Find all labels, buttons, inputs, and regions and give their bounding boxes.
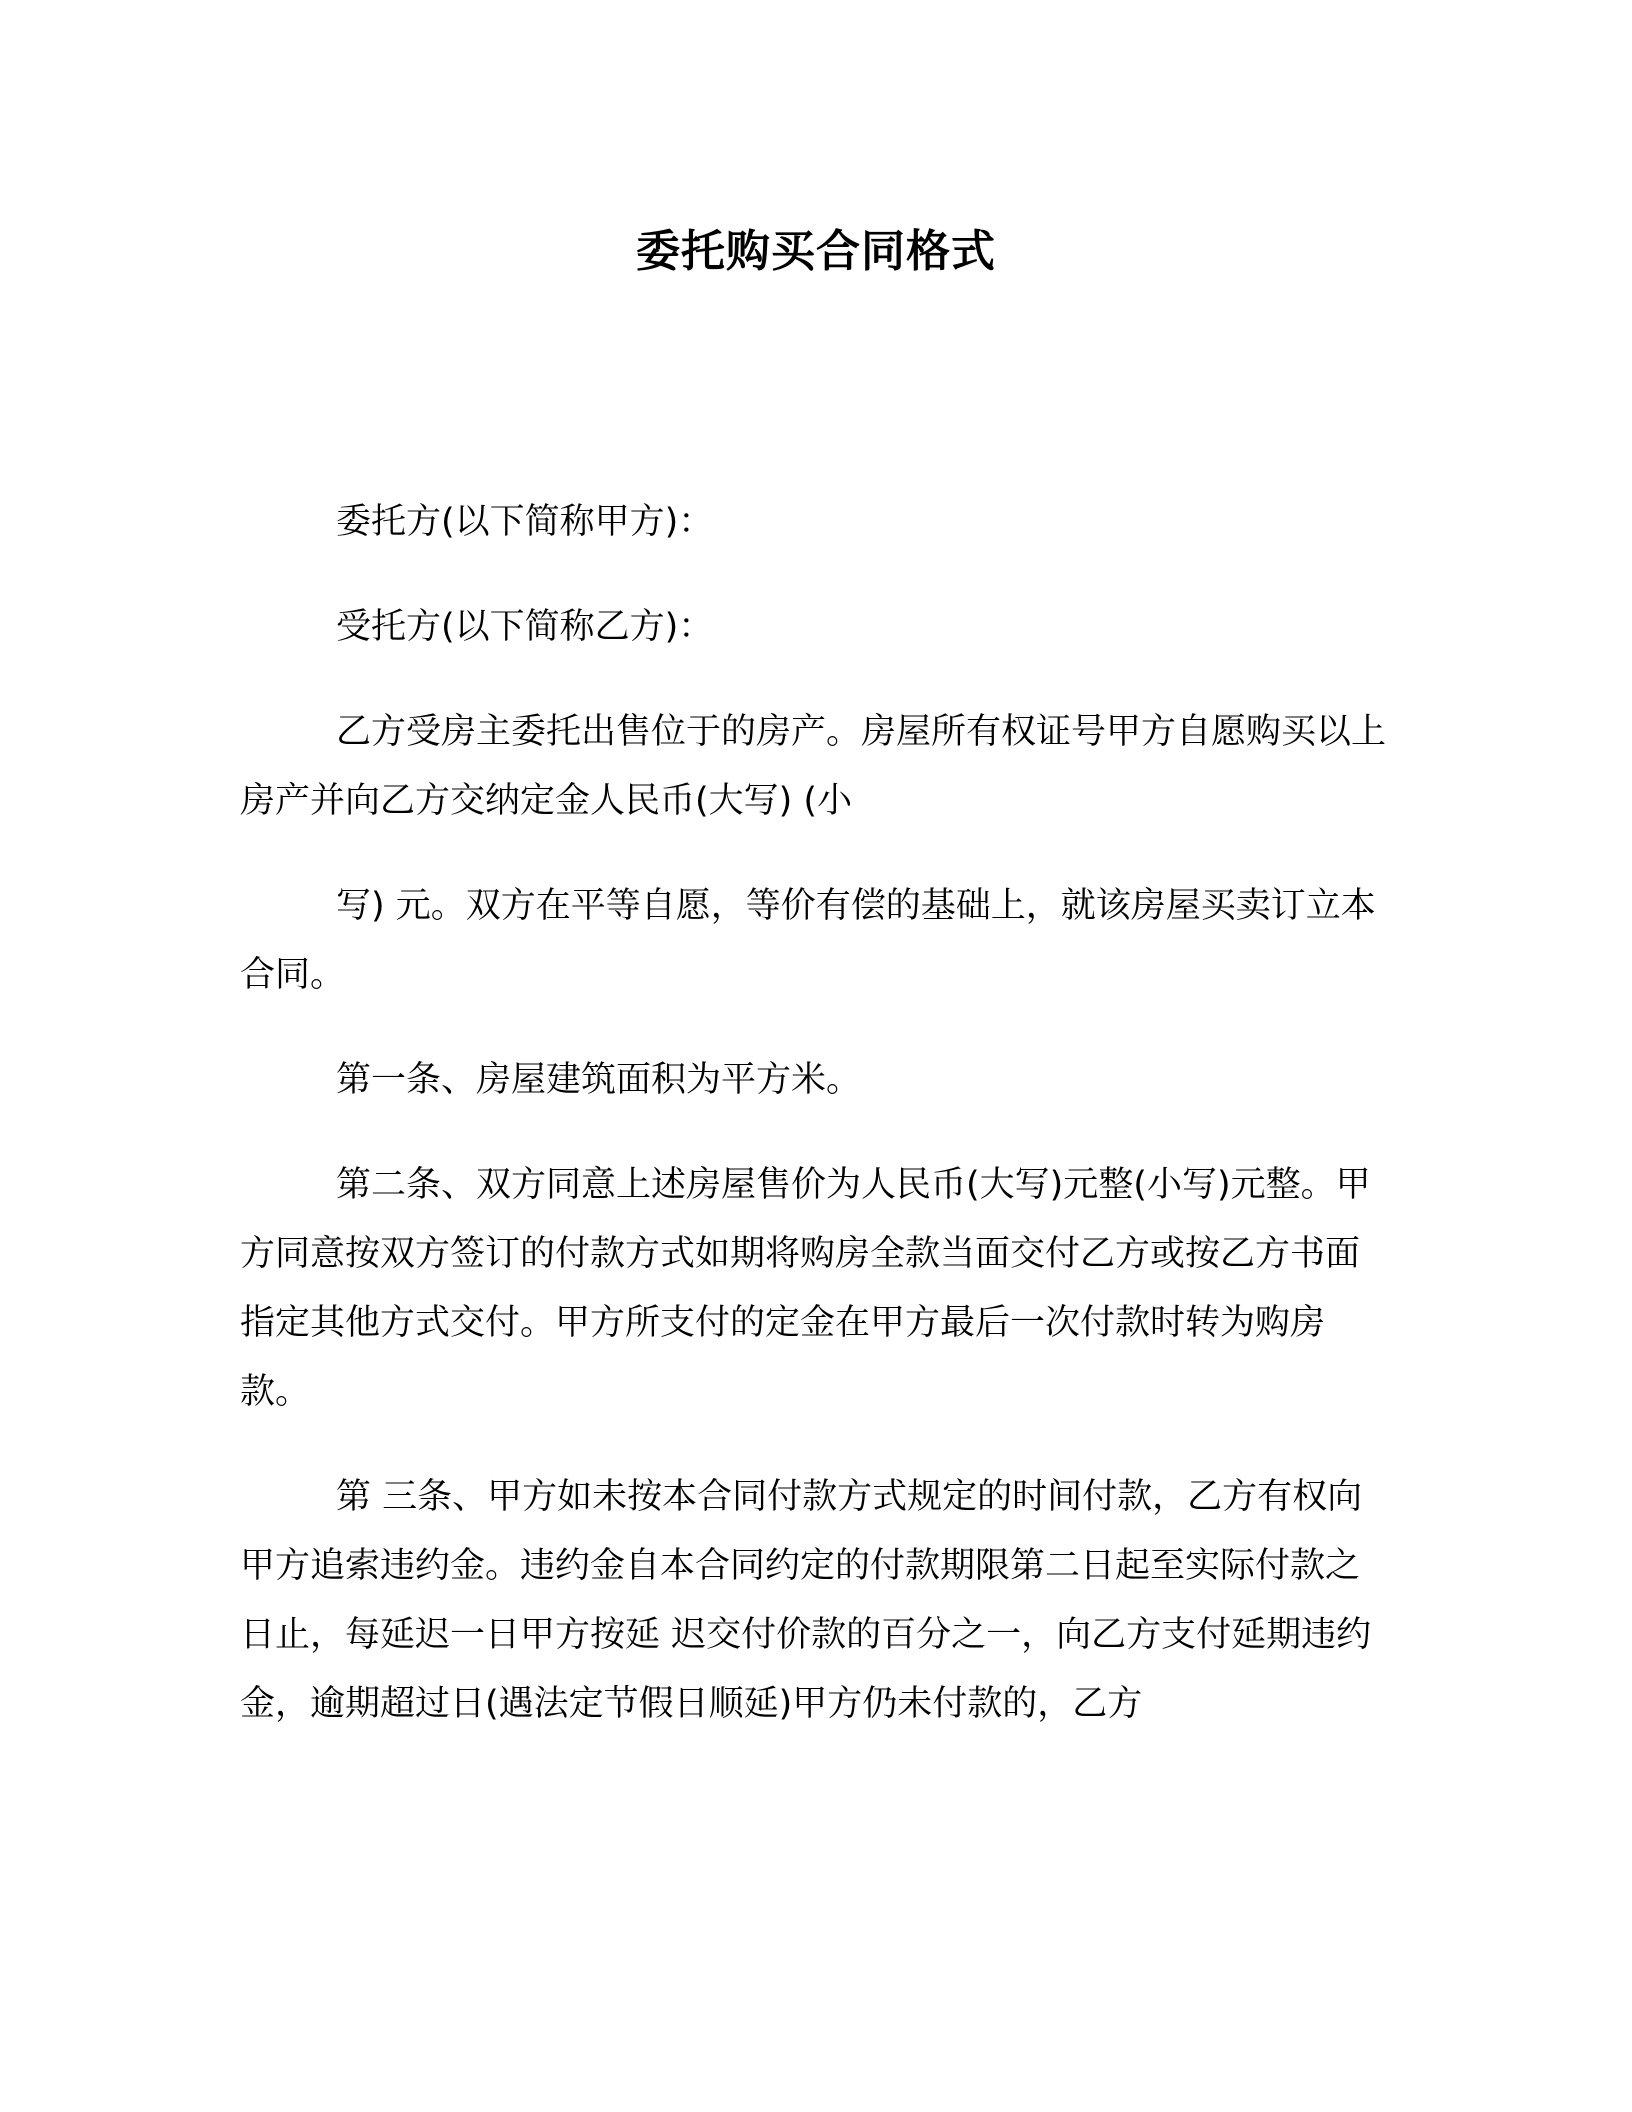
document-title: 委托购买合同格式 xyxy=(636,226,996,277)
paragraph-agreement: 写) 元。双方在平等自愿，等价有偿的基础上，就该房屋买卖订立本合同。 xyxy=(240,886,1376,995)
paragraph-article-1: 第一条、房屋建筑面积为平方米。 xyxy=(336,1060,862,1100)
paragraph-article-3: 第 三条、甲方如未按本合同付款方式规定的时间付款，乙方有权向甲方追索违约金。违约金自本合同约定的付款期限第二日起至实际付款之日止，每延迟一日甲方按延 迟交付价款的百分之一，向乙方支付延期违约金，逾期超过日(遇法定节假日顺延)甲方仍未付款的，乙方 xyxy=(240,1477,1372,1724)
document-body xyxy=(240,488,1390,1739)
paragraph-article-2: 第二条、双方同意上述房屋售价为人民币(大写)元整(小写)元整。甲方同意按双方签订的付款方式如期将购房全款当面交付乙方或按乙方书面指定其他方式交付。甲方所支付的定金在甲方最后一次付款时转为购房款。 xyxy=(240,1165,1371,1412)
paragraph-agent: 受托方(以下简称乙方)： xyxy=(336,607,714,647)
paragraph-client: 委托方(以下简称甲方)： xyxy=(336,502,714,542)
paragraph-deposit: 乙方受房主委托出售位于的房产。房屋所有权证号甲方自愿购买以上房产并向乙方交纳定金人民币(大写) (小 xyxy=(240,712,1387,821)
